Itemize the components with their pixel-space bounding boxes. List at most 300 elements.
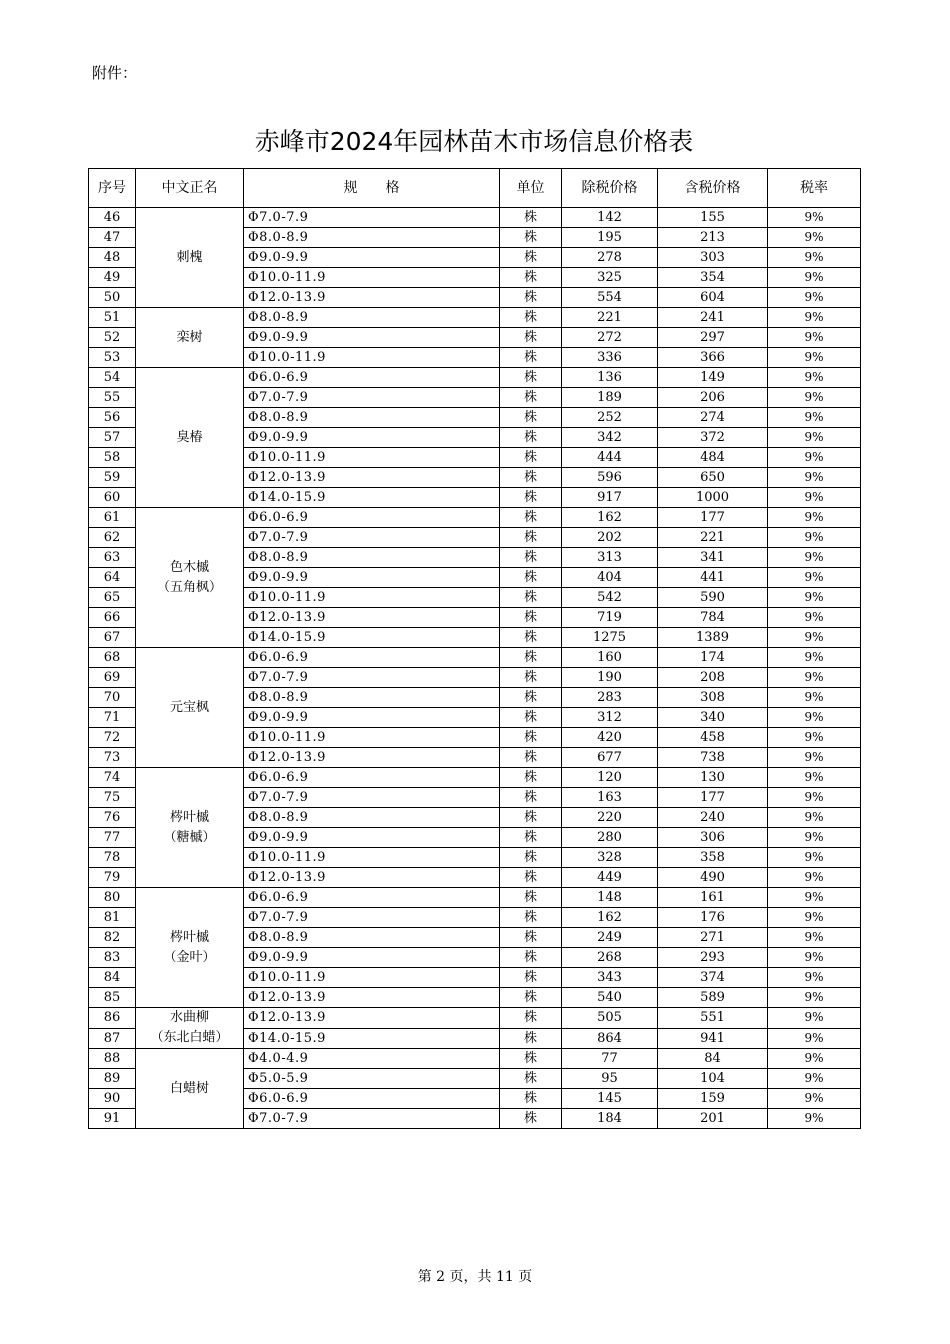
with-tax-price-cell: 177: [658, 788, 768, 808]
unit-cell: 株: [500, 388, 562, 408]
spec-cell: Φ7.0-7.9: [244, 668, 500, 688]
row-number-cell: 46: [89, 208, 136, 228]
tax-rate-cell: 9%: [768, 968, 861, 988]
spec-cell: Φ12.0-13.9: [244, 468, 500, 488]
with-tax-price-cell: 1389: [658, 628, 768, 648]
tax-rate-cell: 9%: [768, 608, 861, 628]
spec-cell: Φ14.0-15.9: [244, 628, 500, 648]
unit-cell: 株: [500, 1089, 562, 1109]
unit-cell: 株: [500, 768, 562, 788]
with-tax-price-cell: 104: [658, 1069, 768, 1089]
row-number-cell: 56: [89, 408, 136, 428]
with-tax-price-cell: 589: [658, 988, 768, 1008]
tax-rate-cell: 9%: [768, 1028, 861, 1049]
row-number-cell: 79: [89, 868, 136, 888]
pre-tax-price-cell: 342: [562, 428, 658, 448]
with-tax-price-cell: 551: [658, 1008, 768, 1029]
tax-rate-cell: 9%: [768, 648, 861, 668]
pre-tax-price-cell: 312: [562, 708, 658, 728]
row-number-cell: 64: [89, 568, 136, 588]
unit-cell: 株: [500, 728, 562, 748]
pre-tax-price-cell: 142: [562, 208, 658, 228]
with-tax-price-cell: 206: [658, 388, 768, 408]
unit-cell: 株: [500, 448, 562, 468]
tax-rate-cell: 9%: [768, 1049, 861, 1069]
unit-cell: 株: [500, 468, 562, 488]
spec-cell: Φ7.0-7.9: [244, 528, 500, 548]
row-number-cell: 66: [89, 608, 136, 628]
header-cell-rate: 税率: [768, 169, 861, 208]
with-tax-price-cell: 177: [658, 508, 768, 528]
row-number-cell: 54: [89, 368, 136, 388]
with-tax-price-cell: 84: [658, 1049, 768, 1069]
unit-cell: 株: [500, 908, 562, 928]
row-number-cell: 87: [89, 1028, 136, 1049]
unit-cell: 株: [500, 488, 562, 508]
species-name-cell: 梣叶槭 （金叶）: [136, 888, 244, 1008]
row-number-cell: 84: [89, 968, 136, 988]
pre-tax-price-cell: 220: [562, 808, 658, 828]
with-tax-price-cell: 358: [658, 848, 768, 868]
row-number-cell: 67: [89, 628, 136, 648]
with-tax-price-cell: 441: [658, 568, 768, 588]
tax-rate-cell: 9%: [768, 588, 861, 608]
spec-cell: Φ6.0-6.9: [244, 508, 500, 528]
unit-cell: 株: [500, 528, 562, 548]
spec-cell: Φ8.0-8.9: [244, 688, 500, 708]
unit-cell: 株: [500, 248, 562, 268]
tax-rate-cell: 9%: [768, 788, 861, 808]
spec-cell: Φ12.0-13.9: [244, 748, 500, 768]
row-number-cell: 91: [89, 1109, 136, 1129]
tax-rate-cell: 9%: [768, 248, 861, 268]
tax-rate-cell: 9%: [768, 668, 861, 688]
row-number-cell: 75: [89, 788, 136, 808]
header-cell-pre-tax: 除税价格: [562, 169, 658, 208]
row-number-cell: 86: [89, 1008, 136, 1029]
unit-cell: 株: [500, 568, 562, 588]
spec-cell: Φ6.0-6.9: [244, 368, 500, 388]
tax-rate-cell: 9%: [768, 328, 861, 348]
pre-tax-price-cell: 313: [562, 548, 658, 568]
with-tax-price-cell: 159: [658, 1089, 768, 1109]
header-cell-name: 中文正名: [136, 169, 244, 208]
tax-rate-cell: 9%: [768, 468, 861, 488]
pre-tax-price-cell: 542: [562, 588, 658, 608]
unit-cell: 株: [500, 648, 562, 668]
tax-rate-cell: 9%: [768, 888, 861, 908]
unit-cell: 株: [500, 328, 562, 348]
tax-rate-cell: 9%: [768, 228, 861, 248]
spec-cell: Φ10.0-11.9: [244, 268, 500, 288]
unit-cell: 株: [500, 848, 562, 868]
table-row: [89, 208, 861, 228]
spec-cell: Φ6.0-6.9: [244, 1089, 500, 1109]
unit-cell: 株: [500, 368, 562, 388]
with-tax-price-cell: 297: [658, 328, 768, 348]
unit-cell: 株: [500, 808, 562, 828]
with-tax-price-cell: 341: [658, 548, 768, 568]
pre-tax-price-cell: 189: [562, 388, 658, 408]
pre-tax-price-cell: 540: [562, 988, 658, 1008]
spec-cell: Φ10.0-11.9: [244, 728, 500, 748]
header-cell-unit: 单位: [500, 169, 562, 208]
pre-tax-price-cell: 148: [562, 888, 658, 908]
row-number-cell: 58: [89, 448, 136, 468]
species-name-cell: 色木槭 （五角枫）: [136, 508, 244, 648]
spec-cell: Φ7.0-7.9: [244, 208, 500, 228]
with-tax-price-cell: 650: [658, 468, 768, 488]
tax-rate-cell: 9%: [768, 1109, 861, 1129]
tax-rate-cell: 9%: [768, 688, 861, 708]
unit-cell: 株: [500, 668, 562, 688]
pre-tax-price-cell: 184: [562, 1109, 658, 1129]
spec-cell: Φ9.0-9.9: [244, 948, 500, 968]
pre-tax-price-cell: 336: [562, 348, 658, 368]
row-number-cell: 74: [89, 768, 136, 788]
tax-rate-cell: 9%: [768, 488, 861, 508]
row-number-cell: 50: [89, 288, 136, 308]
row-number-cell: 55: [89, 388, 136, 408]
pre-tax-price-cell: 162: [562, 908, 658, 928]
with-tax-price-cell: 340: [658, 708, 768, 728]
pre-tax-price-cell: 283: [562, 688, 658, 708]
with-tax-price-cell: 604: [658, 288, 768, 308]
spec-cell: Φ14.0-15.9: [244, 1028, 500, 1049]
tax-rate-cell: 9%: [768, 868, 861, 888]
tax-rate-cell: 9%: [768, 268, 861, 288]
tax-rate-cell: 9%: [768, 408, 861, 428]
with-tax-price-cell: 271: [658, 928, 768, 948]
unit-cell: 株: [500, 988, 562, 1008]
row-number-cell: 77: [89, 828, 136, 848]
with-tax-price-cell: 293: [658, 948, 768, 968]
unit-cell: 株: [500, 1008, 562, 1029]
tax-rate-cell: 9%: [768, 1008, 861, 1029]
unit-cell: 株: [500, 948, 562, 968]
unit-cell: 株: [500, 1028, 562, 1049]
unit-cell: 株: [500, 1069, 562, 1089]
pre-tax-price-cell: 162: [562, 508, 658, 528]
tax-rate-cell: 9%: [768, 208, 861, 228]
unit-cell: 株: [500, 408, 562, 428]
species-name-cell: 栾树: [136, 308, 244, 368]
with-tax-price-cell: 941: [658, 1028, 768, 1049]
with-tax-price-cell: 738: [658, 748, 768, 768]
page-title: 赤峰市2024年园林苗木市场信息价格表: [254, 127, 694, 156]
with-tax-price-cell: 490: [658, 868, 768, 888]
spec-cell: Φ7.0-7.9: [244, 1109, 500, 1129]
row-number-cell: 70: [89, 688, 136, 708]
unit-cell: 株: [500, 508, 562, 528]
row-number-cell: 51: [89, 308, 136, 328]
unit-cell: 株: [500, 588, 562, 608]
tax-rate-cell: 9%: [768, 348, 861, 368]
spec-cell: Φ5.0-5.9: [244, 1069, 500, 1089]
unit-cell: 株: [500, 608, 562, 628]
tax-rate-cell: 9%: [768, 748, 861, 768]
pre-tax-price-cell: 917: [562, 488, 658, 508]
spec-cell: Φ14.0-15.9: [244, 488, 500, 508]
unit-cell: 株: [500, 968, 562, 988]
pre-tax-price-cell: 596: [562, 468, 658, 488]
row-number-cell: 72: [89, 728, 136, 748]
spec-cell: Φ7.0-7.9: [244, 788, 500, 808]
with-tax-price-cell: 161: [658, 888, 768, 908]
unit-cell: 株: [500, 688, 562, 708]
unit-cell: 株: [500, 428, 562, 448]
species-name-cell: 臭椿: [136, 368, 244, 508]
spec-cell: Φ7.0-7.9: [244, 388, 500, 408]
unit-cell: 株: [500, 628, 562, 648]
with-tax-price-cell: 208: [658, 668, 768, 688]
tax-rate-cell: 9%: [768, 388, 861, 408]
pre-tax-price-cell: 719: [562, 608, 658, 628]
pre-tax-price-cell: 505: [562, 1008, 658, 1029]
tax-rate-cell: 9%: [768, 548, 861, 568]
pre-tax-price-cell: 202: [562, 528, 658, 548]
spec-cell: Φ10.0-11.9: [244, 448, 500, 468]
pre-tax-price-cell: 278: [562, 248, 658, 268]
species-name-cell: 元宝枫: [136, 648, 244, 768]
unit-cell: 株: [500, 788, 562, 808]
tax-rate-cell: 9%: [768, 1089, 861, 1109]
tax-rate-cell: 9%: [768, 828, 861, 848]
pre-tax-price-cell: 268: [562, 948, 658, 968]
with-tax-price-cell: 130: [658, 768, 768, 788]
spec-cell: Φ7.0-7.9: [244, 908, 500, 928]
with-tax-price-cell: 484: [658, 448, 768, 468]
tax-rate-cell: 9%: [768, 428, 861, 448]
table-row: [89, 1008, 861, 1029]
pre-tax-price-cell: 252: [562, 408, 658, 428]
pre-tax-price-cell: 554: [562, 288, 658, 308]
table-row: [89, 888, 861, 908]
row-number-cell: 59: [89, 468, 136, 488]
row-number-cell: 48: [89, 248, 136, 268]
with-tax-price-cell: 174: [658, 648, 768, 668]
pre-tax-price-cell: 404: [562, 568, 658, 588]
row-number-cell: 65: [89, 588, 136, 608]
spec-cell: Φ8.0-8.9: [244, 928, 500, 948]
spec-cell: Φ12.0-13.9: [244, 868, 500, 888]
row-number-cell: 82: [89, 928, 136, 948]
pre-tax-price-cell: 136: [562, 368, 658, 388]
row-number-cell: 78: [89, 848, 136, 868]
tax-rate-cell: 9%: [768, 928, 861, 948]
row-number-cell: 85: [89, 988, 136, 1008]
unit-cell: 株: [500, 868, 562, 888]
row-number-cell: 68: [89, 648, 136, 668]
spec-cell: Φ9.0-9.9: [244, 248, 500, 268]
tax-rate-cell: 9%: [768, 628, 861, 648]
species-name-cell: 白蜡树: [136, 1049, 244, 1129]
unit-cell: 株: [500, 748, 562, 768]
spec-cell: Φ12.0-13.9: [244, 1008, 500, 1029]
pre-tax-price-cell: 221: [562, 308, 658, 328]
tax-rate-cell: 9%: [768, 908, 861, 928]
row-number-cell: 71: [89, 708, 136, 728]
spec-cell: Φ9.0-9.9: [244, 328, 500, 348]
pre-tax-price-cell: 328: [562, 848, 658, 868]
tax-rate-cell: 9%: [768, 308, 861, 328]
unit-cell: 株: [500, 828, 562, 848]
unit-cell: 株: [500, 208, 562, 228]
unit-cell: 株: [500, 228, 562, 248]
row-number-cell: 61: [89, 508, 136, 528]
row-number-cell: 90: [89, 1089, 136, 1109]
table-row: [89, 648, 861, 668]
unit-cell: 株: [500, 268, 562, 288]
with-tax-price-cell: 374: [658, 968, 768, 988]
spec-cell: Φ10.0-11.9: [244, 588, 500, 608]
pre-tax-price-cell: 677: [562, 748, 658, 768]
tax-rate-cell: 9%: [768, 948, 861, 968]
with-tax-price-cell: 354: [658, 268, 768, 288]
pre-tax-price-cell: 195: [562, 228, 658, 248]
row-number-cell: 69: [89, 668, 136, 688]
price-table-body: [89, 208, 861, 1129]
row-number-cell: 83: [89, 948, 136, 968]
spec-cell: Φ12.0-13.9: [244, 988, 500, 1008]
tax-rate-cell: 9%: [768, 568, 861, 588]
spec-cell: Φ6.0-6.9: [244, 768, 500, 788]
spec-cell: Φ8.0-8.9: [244, 408, 500, 428]
attachment-label: 附件：: [92, 64, 138, 82]
unit-cell: 株: [500, 288, 562, 308]
with-tax-price-cell: 306: [658, 828, 768, 848]
with-tax-price-cell: 155: [658, 208, 768, 228]
with-tax-price-cell: 221: [658, 528, 768, 548]
pre-tax-price-cell: 420: [562, 728, 658, 748]
unit-cell: 株: [500, 308, 562, 328]
spec-cell: Φ10.0-11.9: [244, 968, 500, 988]
spec-cell: Φ10.0-11.9: [244, 348, 500, 368]
pre-tax-price-cell: 444: [562, 448, 658, 468]
pre-tax-price-cell: 77: [562, 1049, 658, 1069]
tax-rate-cell: 9%: [768, 768, 861, 788]
header-cell-no: 序号: [89, 169, 136, 208]
spec-cell: Φ6.0-6.9: [244, 888, 500, 908]
spec-cell: Φ9.0-9.9: [244, 568, 500, 588]
unit-cell: 株: [500, 928, 562, 948]
unit-cell: 株: [500, 1049, 562, 1069]
row-number-cell: 52: [89, 328, 136, 348]
pre-tax-price-cell: 163: [562, 788, 658, 808]
tax-rate-cell: 9%: [768, 848, 861, 868]
row-number-cell: 57: [89, 428, 136, 448]
row-number-cell: 81: [89, 908, 136, 928]
pre-tax-price-cell: 272: [562, 328, 658, 348]
unit-cell: 株: [500, 888, 562, 908]
tax-rate-cell: 9%: [768, 528, 861, 548]
unit-cell: 株: [500, 548, 562, 568]
pre-tax-price-cell: 449: [562, 868, 658, 888]
row-number-cell: 73: [89, 748, 136, 768]
with-tax-price-cell: 213: [658, 228, 768, 248]
table-row: [89, 1049, 861, 1069]
spec-cell: Φ9.0-9.9: [244, 828, 500, 848]
with-tax-price-cell: 303: [658, 248, 768, 268]
table-row: [89, 768, 861, 788]
species-name-cell: 水曲柳 （东北白蜡）: [136, 1008, 244, 1049]
spec-cell: Φ9.0-9.9: [244, 428, 500, 448]
tax-rate-cell: 9%: [768, 1069, 861, 1089]
with-tax-price-cell: 176: [658, 908, 768, 928]
row-number-cell: 80: [89, 888, 136, 908]
with-tax-price-cell: 372: [658, 428, 768, 448]
pre-tax-price-cell: 120: [562, 768, 658, 788]
with-tax-price-cell: 366: [658, 348, 768, 368]
row-number-cell: 62: [89, 528, 136, 548]
spec-cell: Φ9.0-9.9: [244, 708, 500, 728]
spec-cell: Φ8.0-8.9: [244, 548, 500, 568]
pre-tax-price-cell: 190: [562, 668, 658, 688]
table-row: [89, 508, 861, 528]
tax-rate-cell: 9%: [768, 508, 861, 528]
spec-cell: Φ8.0-8.9: [244, 808, 500, 828]
price-table: [88, 168, 861, 1129]
row-number-cell: 76: [89, 808, 136, 828]
row-number-cell: 88: [89, 1049, 136, 1069]
pre-tax-price-cell: 145: [562, 1089, 658, 1109]
pre-tax-price-cell: 280: [562, 828, 658, 848]
with-tax-price-cell: 241: [658, 308, 768, 328]
row-number-cell: 47: [89, 228, 136, 248]
row-number-cell: 49: [89, 268, 136, 288]
unit-cell: 株: [500, 348, 562, 368]
spec-cell: Φ12.0-13.9: [244, 288, 500, 308]
species-name-cell: 刺槐: [136, 208, 244, 308]
tax-rate-cell: 9%: [768, 368, 861, 388]
page-footer: 第 2 页，共 11 页: [417, 1269, 533, 1285]
table-row: [89, 368, 861, 388]
pre-tax-price-cell: 249: [562, 928, 658, 948]
header-cell-spec: 规 格: [244, 169, 500, 208]
species-name-cell: 梣叶槭 （糖槭）: [136, 768, 244, 888]
spec-cell: Φ10.0-11.9: [244, 848, 500, 868]
with-tax-price-cell: 274: [658, 408, 768, 428]
with-tax-price-cell: 149: [658, 368, 768, 388]
with-tax-price-cell: 240: [658, 808, 768, 828]
tax-rate-cell: 9%: [768, 808, 861, 828]
unit-cell: 株: [500, 1109, 562, 1129]
header-row: [89, 169, 861, 208]
spec-cell: Φ6.0-6.9: [244, 648, 500, 668]
with-tax-price-cell: 308: [658, 688, 768, 708]
table-row: [89, 308, 861, 328]
with-tax-price-cell: 458: [658, 728, 768, 748]
spec-cell: Φ4.0-4.9: [244, 1049, 500, 1069]
with-tax-price-cell: 1000: [658, 488, 768, 508]
with-tax-price-cell: 201: [658, 1109, 768, 1129]
with-tax-price-cell: 590: [658, 588, 768, 608]
tax-rate-cell: 9%: [768, 728, 861, 748]
row-number-cell: 60: [89, 488, 136, 508]
tax-rate-cell: 9%: [768, 448, 861, 468]
spec-cell: Φ8.0-8.9: [244, 228, 500, 248]
pre-tax-price-cell: 864: [562, 1028, 658, 1049]
tax-rate-cell: 9%: [768, 708, 861, 728]
row-number-cell: 63: [89, 548, 136, 568]
pre-tax-price-cell: 95: [562, 1069, 658, 1089]
unit-cell: 株: [500, 708, 562, 728]
pre-tax-price-cell: 160: [562, 648, 658, 668]
pre-tax-price-cell: 1275: [562, 628, 658, 648]
pre-tax-price-cell: 325: [562, 268, 658, 288]
spec-cell: Φ12.0-13.9: [244, 608, 500, 628]
header-cell-with-tax: 含税价格: [658, 169, 768, 208]
